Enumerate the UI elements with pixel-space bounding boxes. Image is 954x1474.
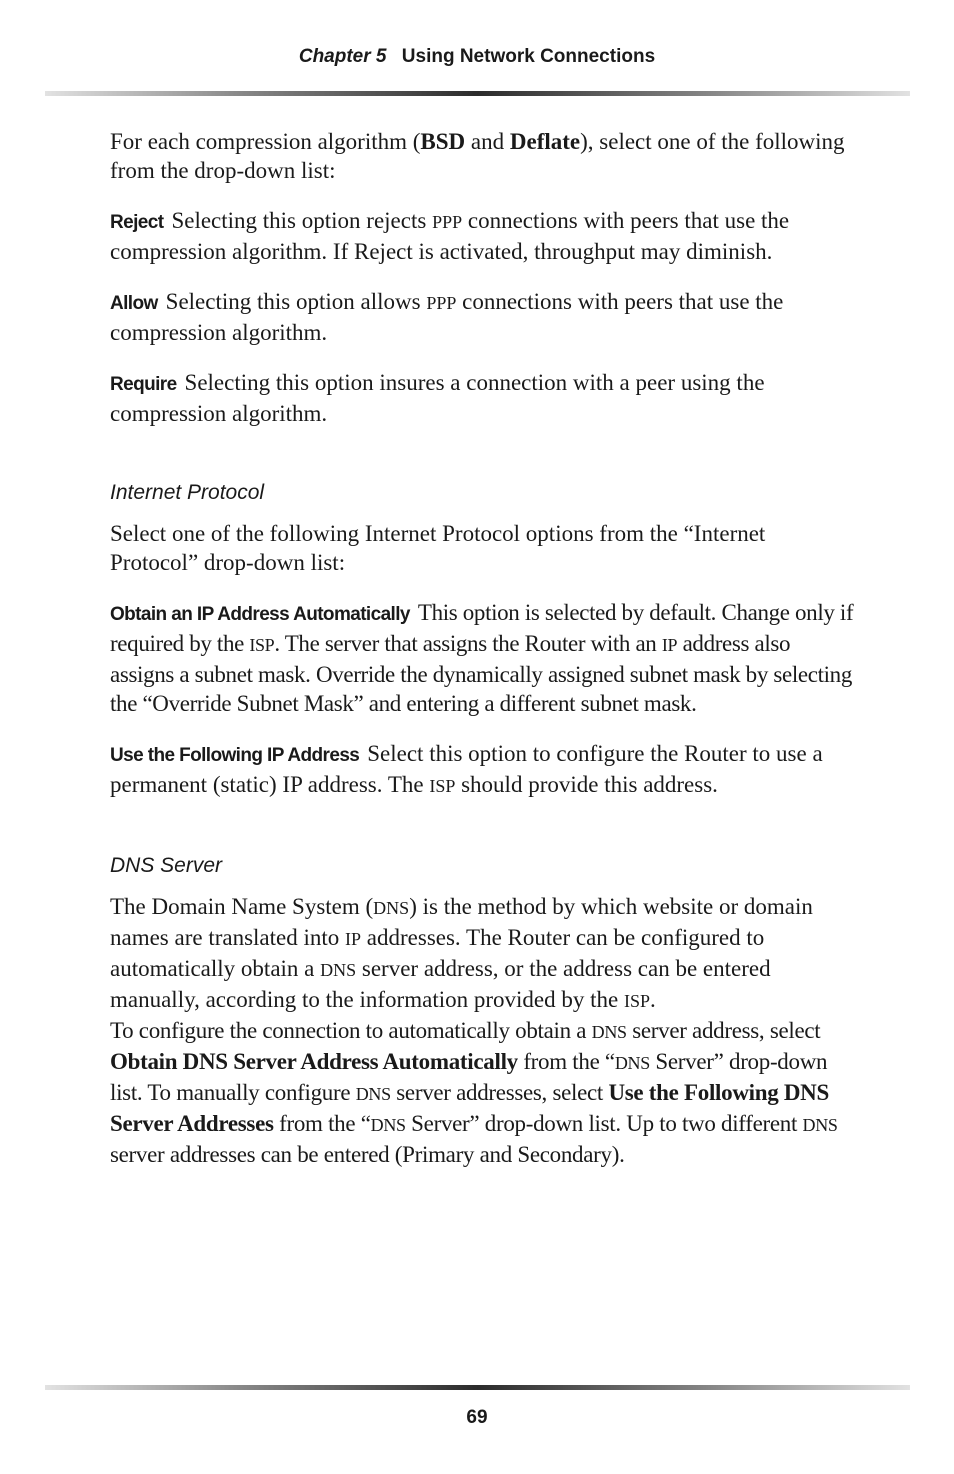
dns-text: server address, select bbox=[626, 1018, 821, 1043]
intro-text: ), select one of the following from the drop-down list: bbox=[110, 129, 845, 183]
dns-text: server addresses can be entered (Primary and Secondary). bbox=[110, 1142, 625, 1167]
chapter-title: Using Network Connections bbox=[401, 46, 656, 67]
dns-text: . bbox=[649, 987, 656, 1012]
allow-option-paragraph bbox=[110, 287, 858, 347]
dns-text: from the “ bbox=[273, 1111, 371, 1136]
ppp-abbr: PPP bbox=[426, 293, 457, 313]
chapter-label: Chapter 5 bbox=[298, 46, 387, 67]
dns-abbr: DNS bbox=[802, 1115, 838, 1135]
use-ip-paragraph bbox=[110, 739, 858, 801]
dns-text: ) is the method by which website or domain names are translated into bbox=[110, 894, 813, 950]
obtain-ip-text: address also assigns a subnet mask. Override the dynamically assigned subnet mask by selecting the “Override Subnet Mask” and entering a different subnet mask. bbox=[110, 631, 852, 716]
dns-text: from the “ bbox=[517, 1049, 615, 1074]
dns-text: Server” drop-down list. Up to two different bbox=[405, 1111, 803, 1136]
dns-text: server addresses, select bbox=[390, 1080, 609, 1105]
require-option-paragraph bbox=[110, 368, 858, 428]
use-dns-option: Use the Following DNS Server Addresses bbox=[110, 1080, 829, 1136]
obtain-ip-term: Obtain an IP Address Automatically bbox=[110, 604, 410, 625]
ppp-abbr: PPP bbox=[432, 212, 463, 232]
bsd-term: BSD bbox=[420, 129, 466, 154]
isp-abbr: ISP bbox=[429, 776, 456, 796]
reject-text: connections with peers that use the compression algorithm. If Reject is activated, throughput may diminish. bbox=[110, 208, 790, 264]
isp-abbr: ISP bbox=[249, 635, 275, 655]
obtain-ip-text: This option is selected by default. Change only if required by the bbox=[110, 600, 854, 656]
running-header bbox=[0, 46, 954, 68]
internet-protocol-heading: Internet Protocol bbox=[110, 481, 265, 504]
dns-text: addresses. The Router can be configured to automatically obtain a bbox=[110, 925, 765, 981]
page-body bbox=[110, 127, 858, 1190]
dns-intro-paragraph bbox=[110, 892, 858, 1016]
dns-text: The Domain Name System ( bbox=[110, 894, 374, 919]
isp-abbr: ISP bbox=[623, 991, 650, 1011]
allow-text: connections with peers that use the compression algorithm. bbox=[110, 289, 784, 345]
internet-protocol-intro: Select one of the following Internet Protocol options from the “Internet Protocol” drop-down list: bbox=[110, 521, 766, 575]
obtain-dns-option: Obtain DNS Server Address Automatically bbox=[110, 1049, 518, 1074]
dns-server-heading: DNS Server bbox=[110, 854, 223, 877]
use-ip-text: should provide this address. bbox=[455, 772, 718, 797]
dns-text: server address, or the address can be entered manually, according to the information provided by the bbox=[110, 956, 771, 1012]
dns-text: To configure the connection to automatically obtain a bbox=[110, 1018, 592, 1043]
obtain-ip-paragraph bbox=[110, 598, 858, 718]
dns-abbr: DNS bbox=[320, 960, 357, 980]
allow-term: Allow bbox=[110, 293, 158, 314]
dns-configure-paragraph bbox=[110, 1016, 858, 1169]
require-text: Selecting this option insures a connection with a peer using the compression algorithm. bbox=[110, 370, 765, 426]
intro-text: and bbox=[465, 129, 510, 154]
reject-option-paragraph bbox=[110, 206, 858, 266]
compression-intro-paragraph bbox=[110, 127, 858, 185]
dns-abbr: DNS bbox=[591, 1022, 627, 1042]
allow-text: Selecting this option allows bbox=[165, 289, 427, 314]
header-rule bbox=[45, 91, 910, 96]
reject-text: Selecting this option rejects bbox=[171, 208, 433, 233]
deflate-term: Deflate bbox=[509, 129, 581, 154]
use-ip-term: Use the Following IP Address bbox=[110, 745, 360, 766]
dns-abbr: DNS bbox=[370, 1115, 406, 1135]
ip-abbr: IP bbox=[661, 635, 678, 655]
dns-abbr: DNS bbox=[355, 1084, 391, 1104]
dns-text: Server” drop-down list. To manually configure bbox=[110, 1049, 828, 1105]
reject-term: Reject bbox=[110, 212, 164, 233]
dns-abbr: DNS bbox=[614, 1053, 650, 1073]
dns-abbr: DNS bbox=[373, 898, 410, 918]
use-ip-text: Select this option to configure the Router to use a permanent (static) IP address. The bbox=[110, 741, 823, 797]
page-number: 69 bbox=[466, 1407, 488, 1428]
intro-text: For each compression algorithm ( bbox=[110, 129, 421, 154]
footer-rule bbox=[45, 1385, 910, 1390]
obtain-ip-text: . The server that assigns the Router with an bbox=[274, 631, 662, 656]
require-term: Require bbox=[110, 374, 177, 395]
ip-abbr: IP bbox=[345, 929, 362, 949]
